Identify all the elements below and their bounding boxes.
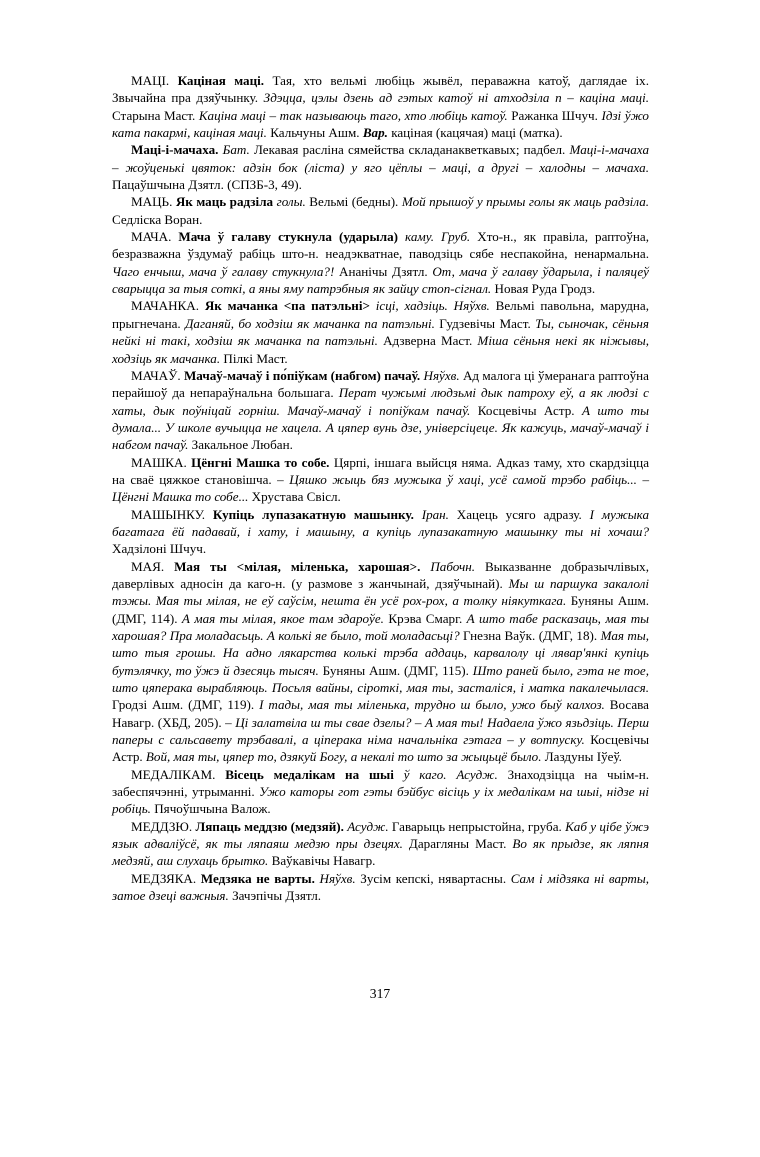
- entry-italic-text: Іран.: [413, 506, 449, 522]
- entry-phrase: Медзяка не варты.: [200, 870, 315, 886]
- entry-phrase: Ляпаць меддзю (медзяй).: [195, 818, 344, 834]
- entry-text: Буняны Ашм. (ДМГ, 114).: [112, 593, 650, 626]
- entry-italic-text: Вой, мая ты, цяпер то, дзякуй Богу, а некалі то што за жыцьцё было.: [145, 749, 542, 765]
- entry-text: МАЦІ.: [131, 73, 178, 88]
- entry-text: Буняны Ашм. (ДМГ, 115).: [318, 662, 473, 678]
- entry-text: Ваўкавічы Навагр.: [268, 853, 376, 869]
- entry-phrase: Мая ты <мілая, міленька, харошая>.: [174, 558, 421, 574]
- entry-text: Пацаўшчына Дзятл. (СПЗБ-3, 49).: [112, 177, 302, 193]
- entry-text: МЕДДЗЮ.: [131, 818, 196, 834]
- entry-italic-text: Бат.: [218, 142, 250, 158]
- entry-text: Хадзілоні Шчуч.: [112, 541, 207, 557]
- entry-text: МАЧАЎ.: [131, 367, 184, 383]
- entry-italic-text: Чаго енчыш, мача ў галаву стукнула?!: [112, 263, 335, 279]
- entry-phrase: Вісець медалікам на шыі: [225, 766, 394, 782]
- entry-italic-text: І мужыка багатага ёй падавай, і хату, і машыну, а купіць лупазакатную машынку ты ні хочаш?: [112, 506, 650, 539]
- entry-text: Адзверна Маст.: [377, 333, 478, 349]
- entry-italic-text: А што ты думала... У школе вучыцца не хацела. А цяпер вунь дзе, універсіцеце. Як кажуць, мачаў-мачаў і набгом пачаў.: [112, 402, 649, 453]
- entry-italic-text: А мая ты мілая, якое там здароўе.: [181, 610, 384, 626]
- entry-italic-text: Ідзі ўжо ката пакармі, каціная маці.: [112, 107, 649, 141]
- entry-italic-text: Ты, сыночак, сёньня нейкі ні такі, ходзіш як мачанка па патэльні.: [112, 315, 649, 349]
- entry-italic-text: Каціна маці – так называюць таго, хто любіць катоў.: [198, 107, 508, 123]
- entry-phrase: Мача ў галаву стукнула (ударыла): [178, 229, 398, 245]
- entry-text: МАЧА.: [131, 229, 179, 245]
- entry-text: Зусім кепскі, нявартасны.: [355, 870, 511, 886]
- entry-text: Зачэпічы Дзятл.: [228, 888, 322, 904]
- entry-italic-text: Асудж.: [343, 818, 389, 834]
- entry-italic-text: Ці залатвіла ш ты свае дзелы? – А мая ты! Надаела ўжо язьдзіць. Перш паперы с сальсавету трэбавалі, а ціперака німа начальніка гэтага – у вотпуску.: [112, 714, 649, 748]
- entry-text: Дарагляны Маст.: [402, 836, 513, 852]
- entry-italic-text: ў каго. Асудж.: [393, 766, 498, 782]
- entry-italic-text: Ужо каторы гот гэты бэйбус вісіць у іх медалікам на шыі, нідзе ні робіць.: [112, 784, 649, 817]
- entry-text: МЕДАЛІКАМ.: [131, 766, 226, 782]
- entry-italic-text: Цяшко жыць бяз мужыка ў хаці, усё самой трэбо рабіць... – Цёнгні Машка то собе...: [112, 471, 649, 505]
- dictionary-entry: [112, 193, 649, 228]
- entry-text: МАЦЬ.: [131, 194, 176, 210]
- entry-label: Вар.: [362, 125, 388, 141]
- dictionary-entry: [112, 297, 649, 366]
- entry-text: Закальное Любан.: [188, 437, 293, 453]
- entry-phrase: Каціная маці.: [177, 73, 265, 88]
- entry-text: Лекавая расліна сямейства складанакветкавых; падбел.: [249, 142, 570, 158]
- entry-text: МАЯ.: [131, 558, 175, 574]
- entry-phrase: Як мачанка <па патэльні>: [204, 298, 370, 314]
- dictionary-entry: [112, 766, 649, 818]
- entry-text: каціная (кацячая) маці (матка).: [387, 125, 563, 141]
- entry-text: Выказванне добразычлівых, даверлівых адносін да каго-н. (у размове з жанчынай, дзяўчынай).: [112, 558, 649, 591]
- entry-italic-text: Во як прыдзе, як ляпня медзяй, аш слухаць брытко.: [112, 836, 649, 869]
- entry-italic-text: Няўхв.: [314, 870, 356, 886]
- dictionary-entry: [112, 870, 649, 905]
- entry-italic-text: От, мача ў галаву ўдарыла, і паляцеў сварыцца за тыя соткі, а яны яму патрэбныя як зайцу стоп-сігнал.: [112, 263, 649, 297]
- entry-phrase: Купіць лупазакатную машынку.: [212, 506, 414, 522]
- page-text-column: [112, 72, 649, 905]
- entry-text: Ражанка Шчуч.: [507, 107, 602, 123]
- entry-text: Гаварыць непрыстойна, груба.: [388, 818, 566, 834]
- entry-text: Седліска Воран.: [112, 211, 203, 227]
- entry-text: Кальчуны Ашм.: [266, 125, 363, 141]
- entry-text: Лаздуны Іўеў.: [541, 749, 622, 765]
- entry-text: Вельмі (бедны).: [305, 194, 402, 210]
- entry-italic-text: А што табе расказаць, мая ты харошая? Пра моладасьць. А колькі яе было, той моладасьці?: [112, 610, 650, 643]
- entry-text: Хто-н., як правіла, раптоўна, безразважна ўздумаў рабіць што-н. неадэкватнае, паводзіць сябе неспакойна, ненармальна.: [112, 229, 649, 262]
- entry-text: Косцевічы Астр.: [112, 732, 649, 765]
- entry-italic-text: Даганяй, бо ходзіш як мачанка па патэльні.: [185, 315, 435, 331]
- entry-text: Тая, хто вельмі любіць жывёл, пераважна катоў, даглядае іх. Звычайна пра дзяўчынку.: [112, 73, 649, 106]
- entry-italic-text: ісці, хадзіць. Няўхв.: [369, 298, 490, 314]
- entry-text: Крэва Смарг.: [383, 610, 467, 626]
- entry-text: Хрустава Свісл.: [248, 489, 341, 505]
- dictionary-entry: [112, 454, 649, 506]
- entry-italic-text: Што раней было, гэта не тое, што цяперака вырабляюць. Посьля вайны, сіроткі, мая ты, засталіся, і матка пакалечылася.: [112, 662, 649, 696]
- entry-italic-text: Здэцца, цэлы дзень ад гэтых катоў ні атходзіла п – каціна маці.: [263, 90, 649, 106]
- entry-phrase: Мачаў-мачаў і по́піўкам (набгом) пачаў.: [183, 367, 421, 383]
- entry-text: МЕДЗЯКА.: [131, 870, 201, 886]
- entry-text: Ад малога ці ўмеранага раптоўна перайшоў да непараўнальна большага.: [112, 367, 649, 401]
- entry-italic-text: І тады, мая ты міленька, трудно ш было, ужо быў калхоз.: [259, 697, 605, 713]
- entry-italic-text: Каб у цібе ўжэ язык адваліўсё, як ты ляпаяш медзю пры дзецях.: [112, 818, 650, 852]
- entry-italic-text: Мой прышоў у прымы голы як маць радзіла.: [401, 194, 650, 210]
- entry-text: Новая Руда Гродз.: [491, 281, 596, 297]
- entry-text: МАЧАНКА.: [131, 298, 205, 314]
- page-number: 317: [369, 986, 391, 1001]
- entry-italic-text: Мая ты, што тыя грошы. На адно лякарства колькі трэба аддаць, карвалолу ці лявар'янкі купіць бутэлячку, то ўжэ й дзесяць тысяч.: [112, 628, 649, 678]
- entry-italic-text: Пабочн.: [420, 558, 475, 574]
- dictionary-entry: [112, 228, 649, 297]
- entry-phrase: Цёнгні Машка то собе.: [191, 454, 330, 470]
- dictionary-entry: [112, 818, 649, 870]
- entry-text: Гудзевічы Маст.: [434, 315, 536, 331]
- entry-text: Гродзі Ашм. (ДМГ, 119).: [112, 697, 260, 713]
- entry-text: МАШКА.: [131, 454, 192, 470]
- dictionary-entry: [112, 506, 649, 558]
- entry-text: Старына Маст.: [112, 107, 199, 123]
- entry-text: Ананічы Дзятл.: [334, 263, 433, 279]
- entry-phrase: Маці-і-мачаха.: [131, 142, 219, 158]
- entry-text: Знаходзіцца на чыім-н. забеспячэнні, утрыманні.: [112, 766, 650, 800]
- entry-text: Косцевічы Астр.: [470, 402, 582, 418]
- entry-italic-text: Сам і мідзяка ні варты, затое дзеці важныя.: [112, 870, 649, 904]
- entry-phrase: Як маць радзіла: [175, 194, 274, 210]
- entry-italic-text: Міша сёньня некі як ніжывы, ходзіць як мачанка.: [112, 333, 649, 366]
- entry-text: Пячоўшчына Валож.: [150, 801, 271, 817]
- entry-italic-text: Мы ш паршука закалолі тэжы. Мая ты мілая, не еў саўсім, нешта ён усё рох-рох, а толку ніякуткага.: [112, 575, 649, 609]
- entry-text: Вельмі павольна, марудна, прыгнечана.: [112, 298, 649, 331]
- dictionary-entry: [112, 72, 649, 141]
- entry-italic-text: голы.: [273, 194, 306, 210]
- entry-italic-text: Маці-і-мачаха – жоўценькі цвяток: адзін бок (ліста) у яго цёплы – маці, а другі – халодны – мачаха.: [112, 142, 649, 175]
- entry-text: Хацець усяго адразу.: [448, 506, 590, 522]
- entry-text: МАШЫНКУ.: [131, 506, 213, 522]
- dictionary-entry: [112, 558, 649, 766]
- entry-text: Цярпі, іншага выйсця няма. Адказ таму, хто скардзіцца на сваё цяжкое становішча. –: [112, 454, 649, 487]
- dictionary-entry: [112, 367, 649, 454]
- entry-italic-text: Няўхв.: [420, 367, 460, 383]
- dictionary-entry: [112, 141, 649, 193]
- entry-text: Пілкі Маст.: [220, 350, 288, 366]
- entry-text: Восава Навагр. (ХБД, 205). –: [112, 697, 649, 730]
- entry-italic-text: Перат чужымі людзьмі дык патроху еў, а як людзі с хаты, дык поўніцай горніш. Мачаў-мачаў і попіўкам пачаў.: [112, 385, 649, 418]
- entry-italic-text: каму. Груб.: [397, 229, 471, 245]
- entry-text: Гнезна Ваўк. (ДМГ, 18).: [459, 628, 601, 643]
